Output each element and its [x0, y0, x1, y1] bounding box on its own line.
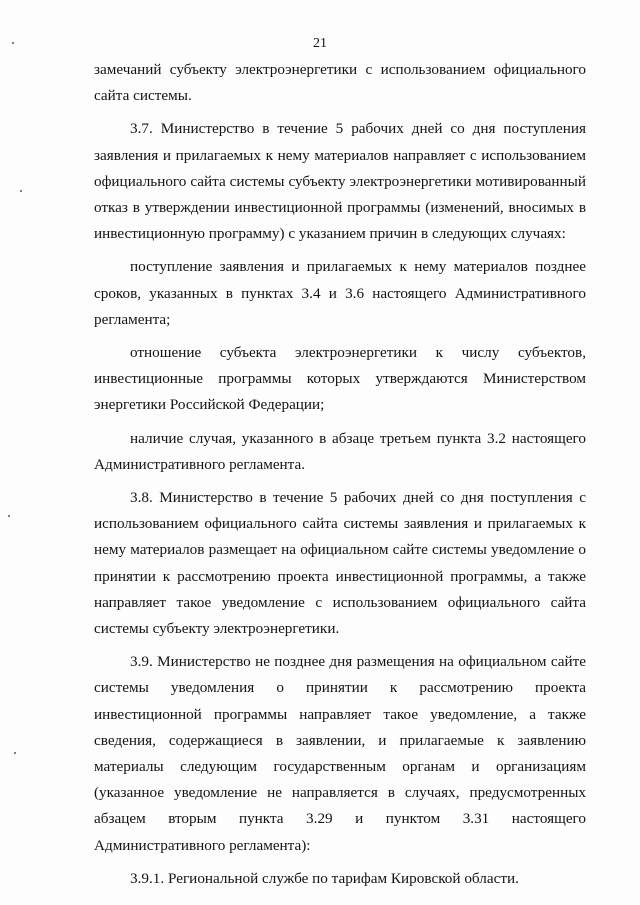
scan-speck: [8, 515, 10, 517]
scan-speck: [14, 752, 16, 754]
paragraph-late-submission: поступление заявления и прилагаемых к нему материалов позднее сроков, указанных в пунктах 3.4 и 3.6 настоящего Административного регламента;: [94, 258, 586, 328]
page-number: 21: [313, 36, 327, 51]
paragraph-3-7: 3.7. Министерство в течение 5 рабочих дней со дня поступления заявления и прилагаемых к нему материалов направляет с использованием официального сайта системы субъекту электроэнергетики мотивированный отказ в утверждении инвестиционной программы (изменений, вносимых в инвестиционную программу) с указанием причин в следующих случаях:: [94, 120, 586, 243]
paragraph-ministry-approval: отношение субъекта электроэнергетики к числу субъектов, инвестиционные программы которых утверждаются Министерством энергетики Российской Федерации;: [94, 344, 586, 414]
document-body: [94, 57, 586, 892]
scan-speck: [20, 190, 22, 192]
paragraph-3-8: 3.8. Министерство в течение 5 рабочих дней со дня поступления с использованием официального сайта системы заявления и прилагаемых к нему материалов размещает на официальном сайте системы уведомление о принятии к рассмотрению проекта инвестиционной программы, а также направляет такое уведомление с использованием официального сайта системы субъекту электроэнергетики.: [94, 489, 586, 638]
paragraph-continuation: замечаний субъекту электроэнергетики с использованием официального сайта системы.: [94, 61, 586, 105]
paragraph-3-9: 3.9. Министерство не позднее дня размещения на официальном сайте системы уведомления о принятии к рассмотрению проекта инвестиционной программы направляет такое уведомление, а также сведения, содержащиеся в заявлении, и прилагаемые к заявлению материалы следующим государственным органам и организациям (указанное уведомление не направляется в случаях, предусмотренных абзацем вторым пункта 3.29 и пунктом 3.31 настоящего Административного регламента):: [94, 653, 586, 854]
scan-speck: [12, 42, 14, 44]
paragraph-3-9-1: 3.9.1. Региональной службе по тарифам Кировской области.: [130, 869, 519, 887]
paragraph-case-3-2: наличие случая, указанного в абзаце третьем пункта 3.2 настоящего Административного регламента.: [94, 429, 586, 473]
